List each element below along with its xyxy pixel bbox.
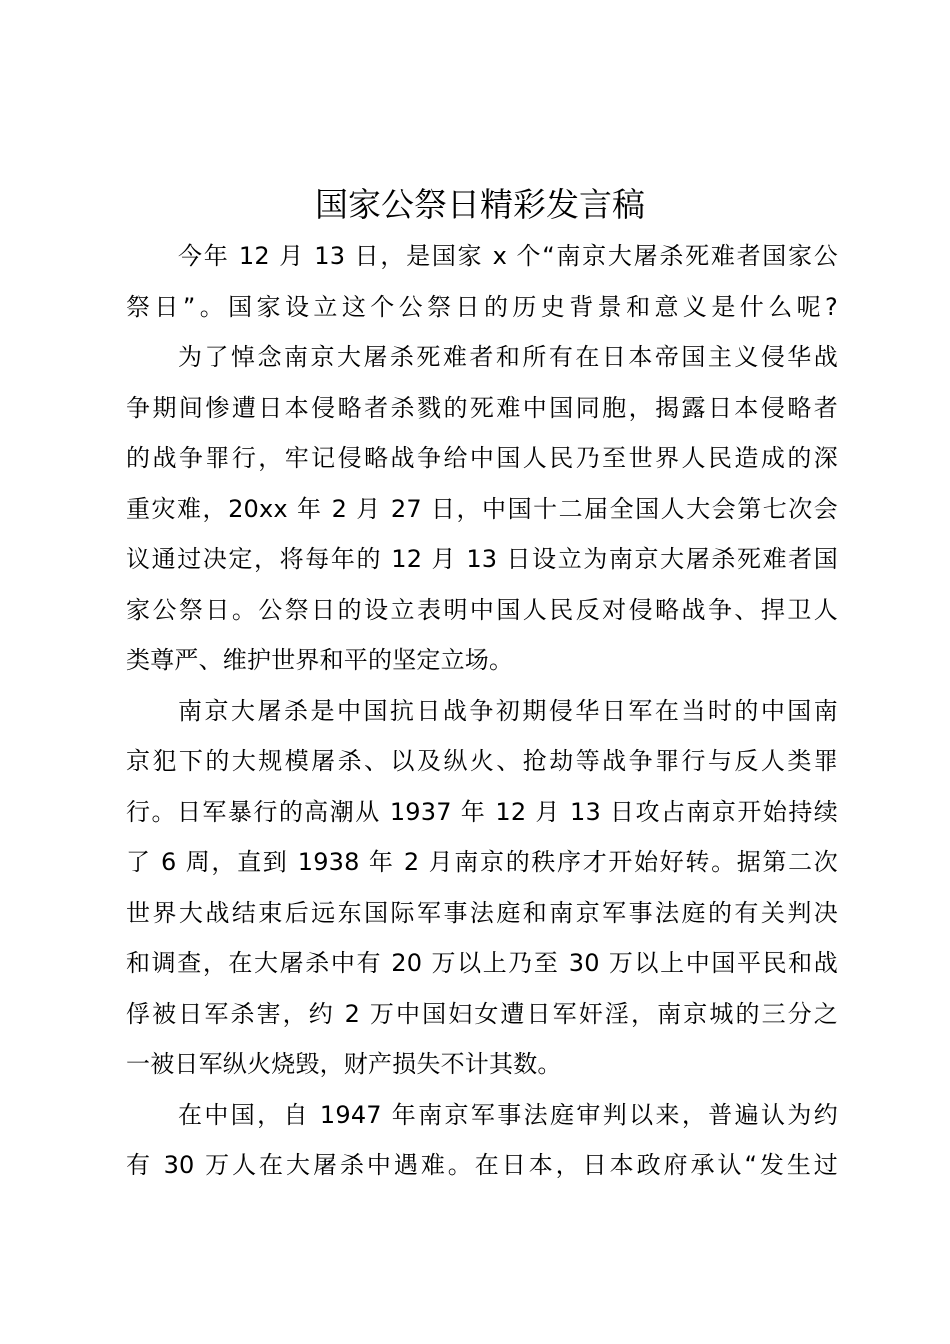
- text-line: 京犯下的大规模屠杀、以及纵火、抢劫等战争罪行与反人类罪: [126, 747, 838, 775]
- text-line: 一被日军纵火烧毁，财产损失不计其数。: [126, 1050, 562, 1078]
- text-line: 为了悼念南京大屠杀死难者和所有在日本帝国主义侵华战: [178, 343, 838, 371]
- text-line: 类尊严、维护世界和平的坚定立场。: [126, 646, 514, 674]
- text-line: 今年 12 月 13 日，是国家 x 个“南京大屠杀死难者国家公: [178, 242, 838, 270]
- text-line: 世界大战结束后远东国际军事法庭和南京军事法庭的有关判决: [126, 898, 838, 927]
- text-line: 行。日军暴行的高潮从 1937 年 12 月 13 日攻占南京开始持续: [126, 797, 838, 826]
- text-line: 家公祭日。公祭日的设立表明中国人民反对侵略战争、捍卫人: [126, 595, 838, 624]
- text-line: 争期间惨遭日本侵略者杀戮的死难中国同胞，揭露日本侵略者: [126, 393, 838, 422]
- paragraph: [126, 231, 838, 332]
- document-body: [126, 231, 838, 1191]
- text-line: 议通过决定，将每年的 12 月 13 日设立为南京大屠杀死难者国: [126, 545, 838, 573]
- text-line: 俘被日军杀害，约 2 万中国妇女遭日军奸淫，南京城的三分之: [126, 999, 838, 1028]
- paragraph: [126, 332, 838, 686]
- text-line: 南京大屠杀是中国抗日战争初期侵华日军在当时的中国南: [178, 696, 838, 725]
- document-title: 国家公祭日精彩发言稿: [315, 185, 645, 224]
- text-line: 了 6 周，直到 1938 年 2 月南京的秩序才开始好转。据第二次: [126, 848, 838, 876]
- text-line: 重灾难，20xx 年 2 月 27 日，中国十二届全国人大会第七次会: [126, 494, 838, 523]
- text-line: 的战争罪行，牢记侵略战争给中国人民乃至世界人民造成的深: [126, 444, 838, 472]
- text-line: 和调查，在大屠杀中有 20 万以上乃至 30 万以上中国平民和战: [126, 949, 838, 977]
- paragraph: [126, 1090, 838, 1191]
- text-line: 祭日”。国家设立这个公祭日的历史背景和意义是什么呢?: [126, 292, 838, 321]
- paragraph: [126, 686, 838, 1090]
- text-line: 有 30 万人在大屠杀中遇难。在日本，日本政府承认“发生过: [126, 1151, 838, 1179]
- text-line: 在中国，自 1947 年南京军事法庭审判以来，普遍认为约: [178, 1100, 838, 1129]
